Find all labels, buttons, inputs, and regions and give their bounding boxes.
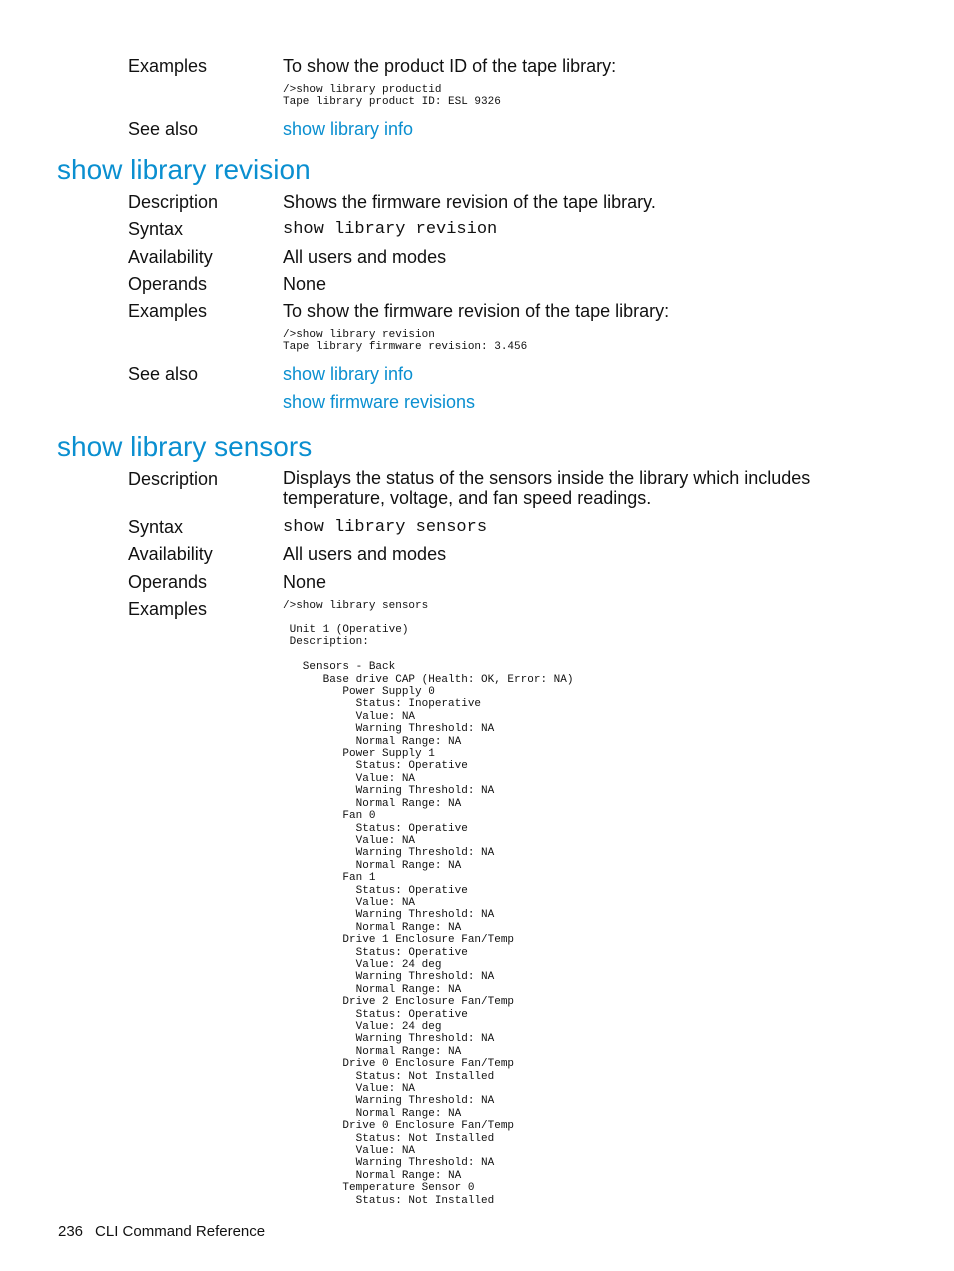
operands-label: Operands xyxy=(128,572,208,592)
availability-text: All users and modes xyxy=(283,247,447,267)
see-also-link-show-library-info[interactable]: show library info xyxy=(283,364,414,384)
page-number: 236 xyxy=(58,1223,84,1240)
description-label: Description xyxy=(128,469,219,489)
syntax-label: Syntax xyxy=(128,219,184,239)
examples-command: />show library sensors xyxy=(283,600,429,612)
description-text: Shows the firmware revision of the tape library. xyxy=(283,192,656,212)
availability-label: Availability xyxy=(128,247,213,267)
syntax-label: Syntax xyxy=(128,517,184,537)
examples-code: />show library revision Tape library firmware revision: 3.456 xyxy=(283,329,528,354)
examples-code: />show library productid Tape library product ID: ESL 9326 xyxy=(283,84,501,109)
examples-label: Examples xyxy=(128,301,208,321)
syntax-text: show library revision xyxy=(283,220,498,239)
availability-text: All users and modes xyxy=(283,544,447,564)
see-also-label: See also xyxy=(128,364,199,384)
section-title-show-library-revision: show library revision xyxy=(57,154,311,185)
availability-label: Availability xyxy=(128,544,213,564)
footer-section-title: CLI Command Reference xyxy=(95,1223,266,1240)
page-footer xyxy=(58,1222,265,1242)
description-label: Description xyxy=(128,192,219,212)
examples-label: Examples xyxy=(128,599,208,619)
operands-text: None xyxy=(283,572,327,592)
examples-output: Unit 1 (Operative) Description: Sensors - Back Base drive CAP (Health: OK, Error: NA) Power Supply 0 Status: Inoperative Value: NA Warning Threshold: NA Normal Range: NA Power Supply 1 Status: Operative Value: NA Warning Threshold: NA Normal Range: NA Fan 0 Status: Operative Value: NA Warning Threshold: NA Normal Range: NA Fan 1 Status: Operative Value: NA Warning Threshold: NA Normal Range: NA Drive 1 Enclosure Fan/Temp Status: Operative Value: 24 deg Warning Threshold: NA Normal Range: NA Drive 2 Enclosure Fan/Temp Status: Operative Value: 24 deg Warning Threshold: NA Normal Range: NA Drive 0 Enclosure Fan/Temp Status: Not Installed Value: NA Warning Threshold: NA Normal Range: NA Drive 0 Enclosure Fan/Temp Status: Not Installed Value: NA Warning Threshold: NA Normal Range: NA Temperature Sensor 0 Status: Not Installed xyxy=(289,624,574,1207)
syntax-text: show library sensors xyxy=(283,518,488,537)
examples-text: To show the firmware revision of the tape library: xyxy=(283,301,670,321)
examples-label: Examples xyxy=(128,56,208,76)
see-also-label: See also xyxy=(128,119,199,139)
examples-text: To show the product ID of the tape library: xyxy=(283,56,617,76)
operands-label: Operands xyxy=(128,274,208,294)
see-also-link-show-library-info[interactable]: show library info xyxy=(283,119,414,139)
description-text: Displays the status of the sensors inside the library which includes temperature, voltage, and fan speed readings. xyxy=(283,468,811,508)
operands-text: None xyxy=(283,274,327,294)
see-also-link-show-firmware-revisions[interactable]: show firmware revisions xyxy=(283,392,476,412)
section-title-show-library-sensors: show library sensors xyxy=(57,431,313,462)
